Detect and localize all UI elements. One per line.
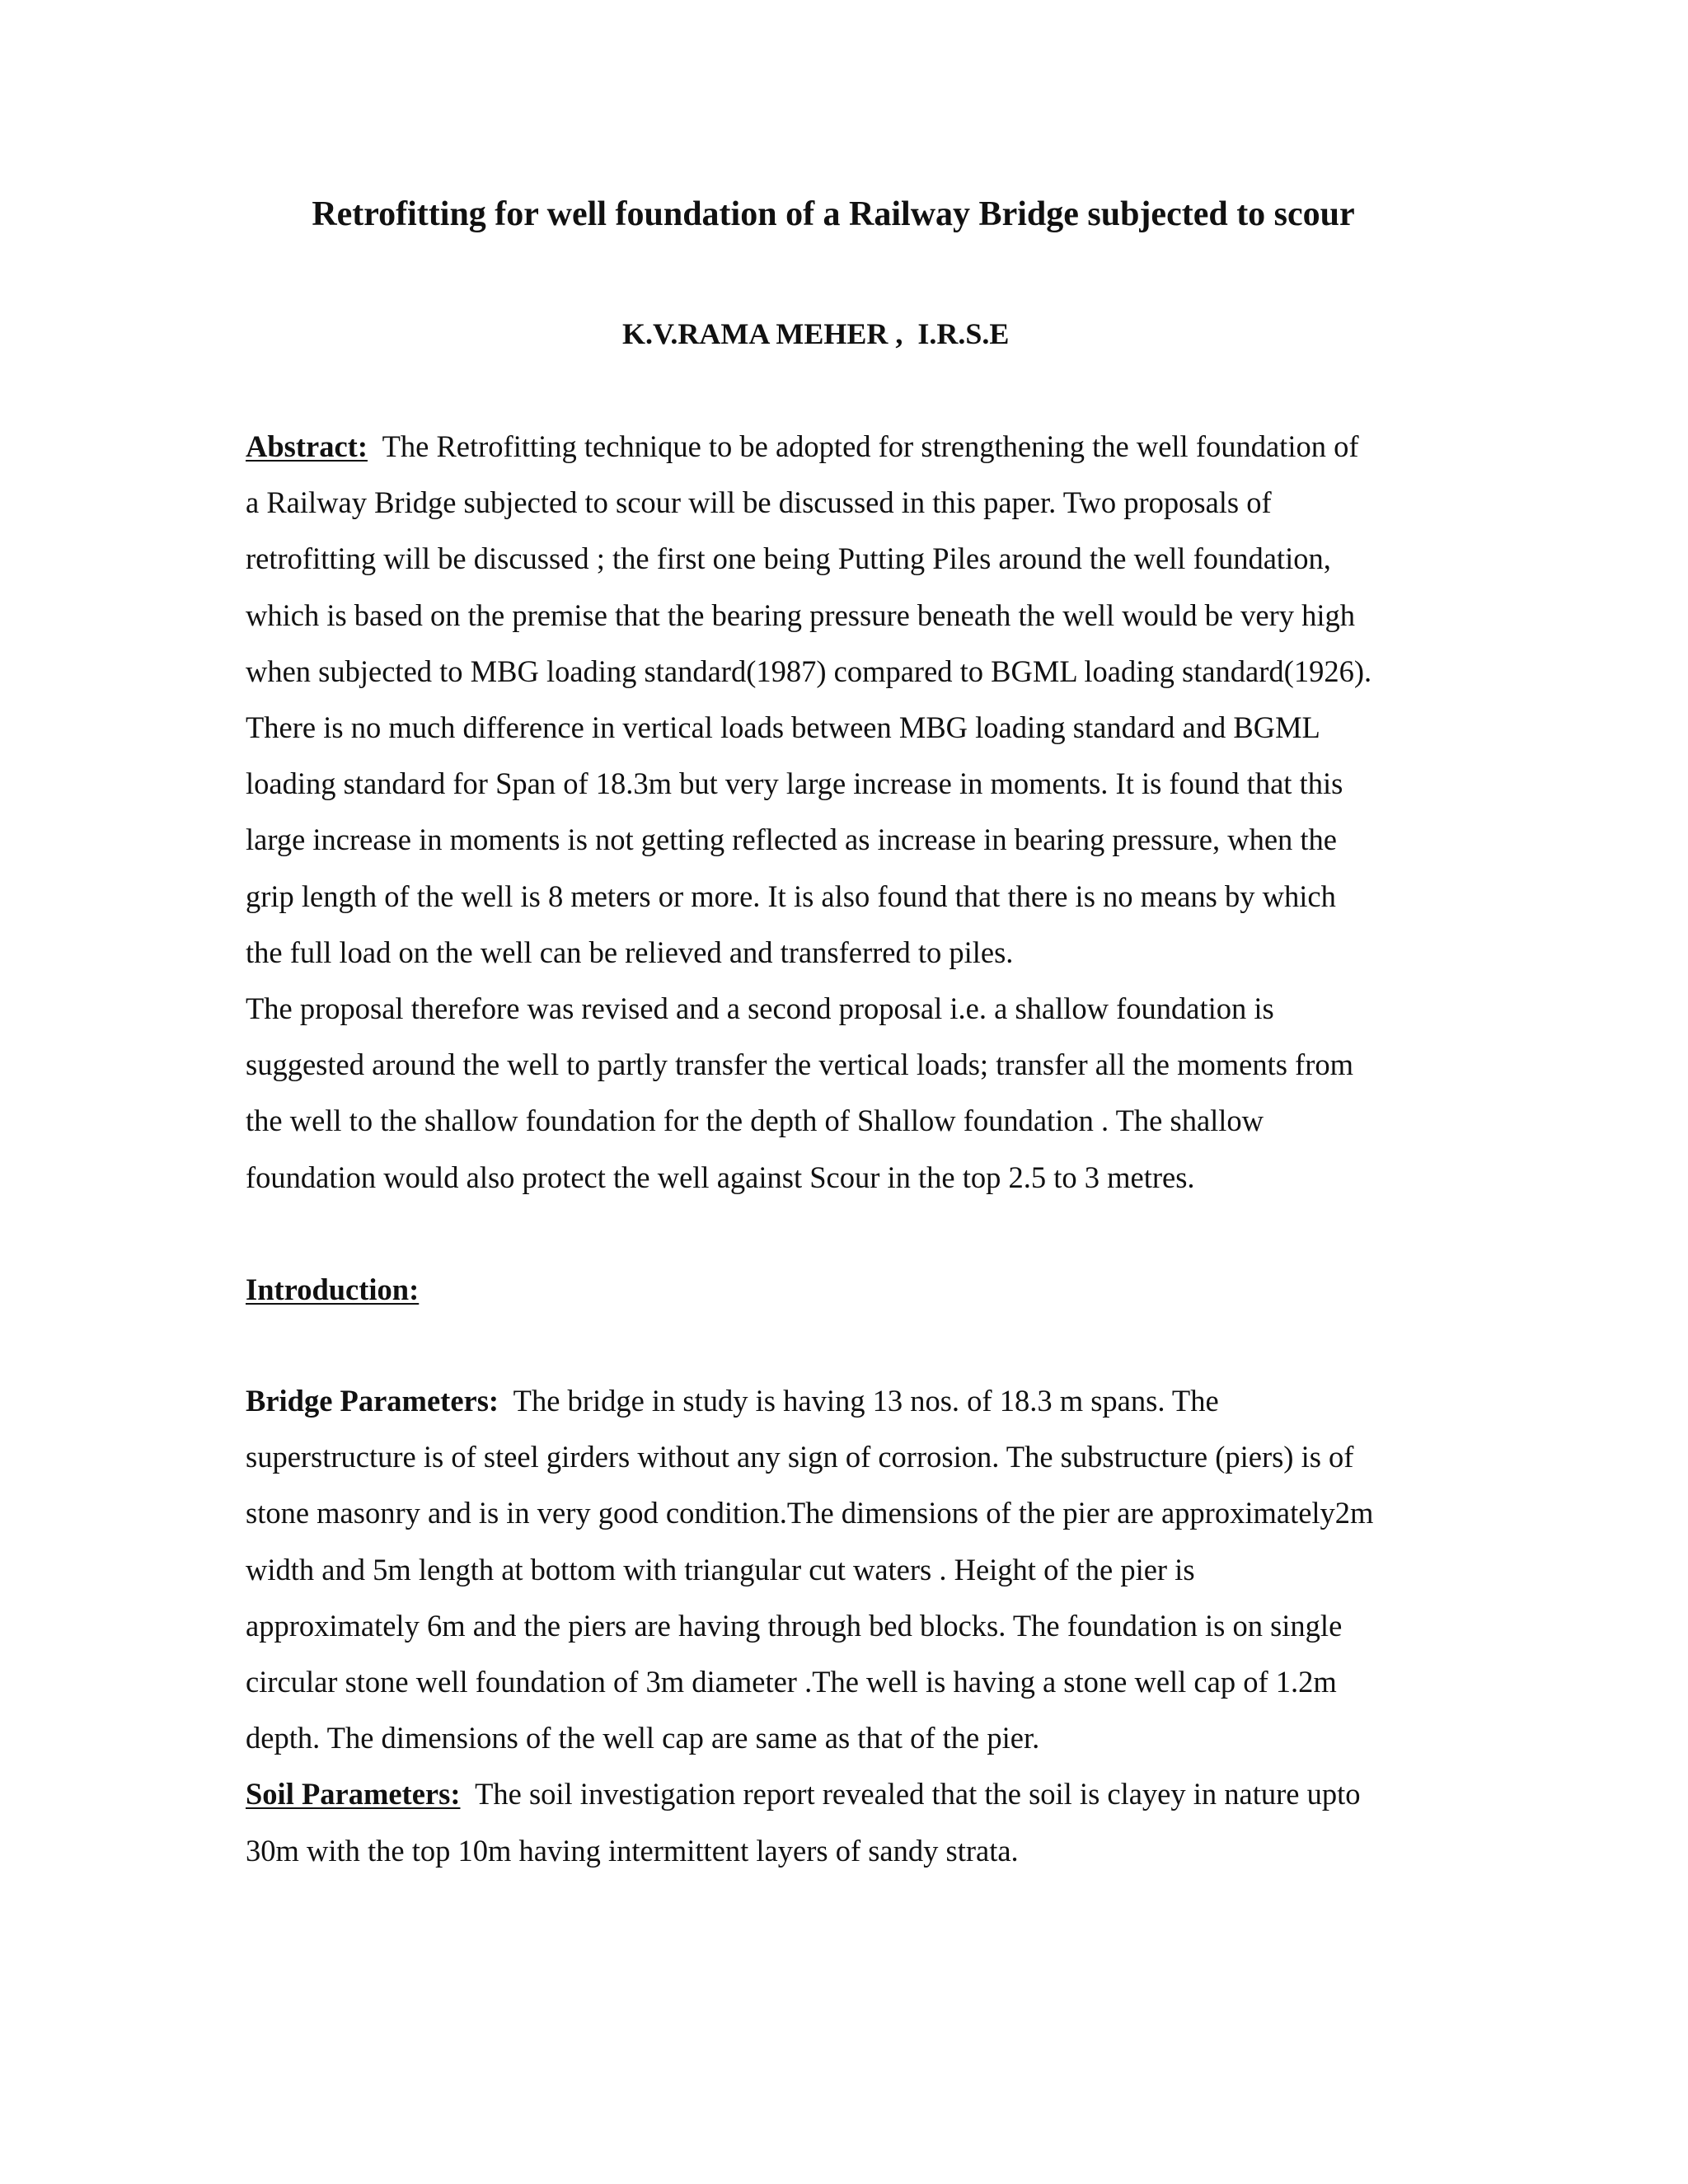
- abstract-line: The proposal therefore was revised and a second proposal i.e. a shallow foundation is: [246, 991, 1274, 1026]
- abstract-paragraph: [246, 419, 1498, 1206]
- bridge-parameters-label: Bridge Parameters:: [246, 1384, 499, 1418]
- abstract-line: There is no much difference in vertical loads between MBG loading standard and BGML: [246, 710, 1320, 745]
- abstract-line: which is based on the premise that the bearing pressure beneath the well would be very high: [246, 598, 1356, 632]
- abstract-line: when subjected to MBG loading standard(1987) compared to BGML loading standard(1926).: [246, 654, 1372, 688]
- bridge-parameters-paragraph: [246, 1373, 1498, 1879]
- bridge-parameters-line: superstructure is of steel girders without any sign of corrosion. The substructure (piers) is of: [246, 1440, 1354, 1474]
- bridge-parameters-line: approximately 6m and the piers are having through bed blocks. The foundation is on single: [246, 1608, 1343, 1643]
- abstract-line: a Railway Bridge subjected to scour will be discussed in this paper. Two proposals of: [246, 485, 1272, 520]
- abstract-label: Abstract:: [246, 429, 368, 463]
- bridge-parameters-line: Bridge Parameters: The bridge in study is having 13 nos. of 18.3 m spans. The: [246, 1384, 1219, 1418]
- abstract-line: the well to the shallow foundation for the depth of Shallow foundation . The shallow: [246, 1104, 1264, 1138]
- bridge-parameters-line: width and 5m length at bottom with triangular cut waters . Height of the pier is: [246, 1552, 1195, 1586]
- bridge-parameters-line: depth. The dimensions of the well cap are same as that of the pier.: [246, 1721, 1040, 1755]
- abstract-line: grip length of the well is 8 meters or more. It is also found that there is no means by which: [246, 879, 1336, 913]
- soil-parameters-line: 30m with the top 10m having intermittent layers of sandy strata.: [246, 1833, 1019, 1868]
- abstract-line: foundation would also protect the well against Scour in the top 2.5 to 3 metres.: [246, 1160, 1195, 1194]
- author-line: K.V.RAMA MEHER , I.R.S.E: [622, 317, 1010, 350]
- abstract-line: the full load on the well can be relieved and transferred to piles.: [246, 935, 1014, 969]
- soil-parameters-label: Soil Parameters:: [246, 1777, 461, 1811]
- abstract-line: suggested around the well to partly transfer the vertical loads; transfer all the moments from: [246, 1047, 1353, 1082]
- abstract-line: loading standard for Span of 18.3m but very large increase in moments. It is found that this: [246, 766, 1343, 801]
- abstract-line: large increase in moments is not getting reflected as increase in bearing pressure, when the: [246, 823, 1337, 857]
- bridge-parameters-line: circular stone well foundation of 3m diameter .The well is having a stone well cap of 1.2m: [246, 1665, 1337, 1699]
- abstract-line: retrofitting will be discussed ; the first one being Putting Piles around the well foundation,: [246, 541, 1331, 576]
- introduction-heading: Introduction:: [246, 1272, 420, 1306]
- soil-parameters-line: Soil Parameters: The soil investigation report revealed that the soil is clayey in nature upto: [246, 1777, 1361, 1811]
- abstract-line: Abstract: The Retrofitting technique to be adopted for strengthening the well foundation of: [246, 429, 1359, 463]
- paper-title: Retrofitting for well foundation of a Railway Bridge subjected to scour: [312, 195, 1355, 233]
- bridge-parameters-line: stone masonry and is in very good condition.The dimensions of the pier are approximately2m: [246, 1496, 1374, 1530]
